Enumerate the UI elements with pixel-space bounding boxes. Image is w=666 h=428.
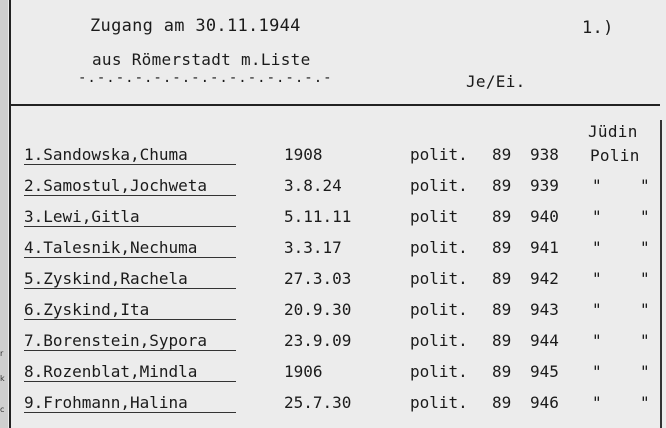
person-name: 4.Talesnik,Nechuma bbox=[24, 238, 198, 257]
ditto-mark-2: " bbox=[640, 207, 650, 226]
prisoner-number: 938 bbox=[530, 145, 559, 164]
person-name: 1.Sandowska,Chuma bbox=[24, 145, 188, 164]
person-name: 8.Rozenblat,Mindla bbox=[24, 362, 198, 381]
birth-date: 1906 bbox=[284, 362, 323, 381]
list-item bbox=[0, 331, 666, 359]
birth-date: 23.9.09 bbox=[284, 331, 352, 350]
ditto-mark-1: " bbox=[592, 300, 602, 319]
name-underline bbox=[24, 164, 236, 165]
category-label: polit bbox=[410, 207, 459, 226]
header-divider bbox=[9, 104, 660, 106]
number-prefix: 89 bbox=[492, 362, 512, 381]
birth-date: 5.11.11 bbox=[284, 207, 352, 226]
name-underline bbox=[24, 288, 236, 289]
list-item bbox=[0, 207, 666, 235]
list-item bbox=[0, 145, 666, 173]
category-label: polit. bbox=[410, 362, 468, 381]
number-prefix: 89 bbox=[492, 393, 512, 412]
number-prefix: 89 bbox=[492, 331, 512, 350]
ditto-mark-1: " bbox=[592, 362, 602, 381]
list-item bbox=[0, 176, 666, 204]
ditto-mark-2: " bbox=[640, 362, 650, 381]
name-underline bbox=[24, 257, 236, 258]
number-prefix: 89 bbox=[492, 176, 512, 195]
column-header-polin: Polin bbox=[590, 146, 640, 165]
category-label: polit. bbox=[410, 176, 468, 195]
number-prefix: 89 bbox=[492, 207, 512, 226]
list-item bbox=[0, 269, 666, 297]
number-prefix: 89 bbox=[492, 269, 512, 288]
ditto-mark-1: " bbox=[592, 393, 602, 412]
ditto-mark-2: " bbox=[640, 300, 650, 319]
margin-mark: c bbox=[0, 405, 5, 414]
prisoner-number: 941 bbox=[530, 238, 559, 257]
ditto-mark-1: " bbox=[592, 207, 602, 226]
number-prefix: 89 bbox=[492, 145, 512, 164]
column-header-jüdin: Jüdin bbox=[588, 122, 638, 141]
person-name: 6.Zyskind,Ita bbox=[24, 300, 150, 319]
birth-date: 3.3.17 bbox=[284, 238, 342, 257]
birth-date: 1908 bbox=[284, 145, 323, 164]
list-item bbox=[0, 300, 666, 328]
name-underline bbox=[24, 381, 236, 382]
ditto-mark-2: " bbox=[640, 176, 650, 195]
list-item bbox=[0, 393, 666, 421]
margin-mark: k bbox=[0, 374, 5, 383]
list-item bbox=[0, 238, 666, 266]
person-name: 9.Frohmann,Halina bbox=[24, 393, 188, 412]
number-prefix: 89 bbox=[492, 238, 512, 257]
person-name: 2.Samostul,Jochweta bbox=[24, 176, 208, 195]
document-subtitle: aus Römerstadt m.Liste bbox=[92, 50, 311, 69]
category-label: polit. bbox=[410, 300, 468, 319]
ditto-mark-1: " bbox=[592, 238, 602, 257]
ditto-mark-1: " bbox=[592, 176, 602, 195]
ditto-mark-1: " bbox=[592, 269, 602, 288]
prisoner-number: 939 bbox=[530, 176, 559, 195]
name-underline bbox=[24, 195, 236, 196]
dash-line: -.-.-.-.-.-.-.-.-.-.-.-.-.- bbox=[78, 70, 333, 86]
prisoner-number: 946 bbox=[530, 393, 559, 412]
birth-date: 3.8.24 bbox=[284, 176, 342, 195]
name-underline bbox=[24, 226, 236, 227]
name-underline bbox=[24, 412, 236, 413]
person-name: 7.Borenstein,Sypora bbox=[24, 331, 208, 350]
prisoner-number: 943 bbox=[530, 300, 559, 319]
person-name: 3.Lewi,Gitla bbox=[24, 207, 140, 226]
number-prefix: 89 bbox=[492, 300, 512, 319]
ditto-mark-2: " bbox=[640, 393, 650, 412]
category-label: polit. bbox=[410, 393, 468, 412]
category-label: polit. bbox=[410, 269, 468, 288]
document-ref: 1.) bbox=[582, 18, 614, 38]
ditto-mark-2: " bbox=[640, 238, 650, 257]
birth-date: 27.3.03 bbox=[284, 269, 352, 288]
category-label: polit. bbox=[410, 331, 468, 350]
birth-date: 20.9.30 bbox=[284, 300, 352, 319]
prisoner-number: 945 bbox=[530, 362, 559, 381]
prisoner-number: 940 bbox=[530, 207, 559, 226]
prisoner-number: 942 bbox=[530, 269, 559, 288]
ditto-mark-2: " bbox=[640, 331, 650, 350]
document-title: Zugang am 30.11.1944 bbox=[90, 16, 301, 36]
category-label: polit. bbox=[410, 238, 468, 257]
name-underline bbox=[24, 319, 236, 320]
ditto-mark-2: " bbox=[640, 269, 650, 288]
ditto-mark-1: " bbox=[592, 331, 602, 350]
category-label: polit. bbox=[410, 145, 468, 164]
person-name: 5.Zyskind,Rachela bbox=[24, 269, 188, 288]
typist-initials: Je/Ei. bbox=[466, 72, 526, 91]
list-item bbox=[0, 362, 666, 390]
margin-mark: r bbox=[0, 349, 4, 358]
birth-date: 25.7.30 bbox=[284, 393, 352, 412]
prisoner-number: 944 bbox=[530, 331, 559, 350]
name-underline bbox=[24, 350, 236, 351]
